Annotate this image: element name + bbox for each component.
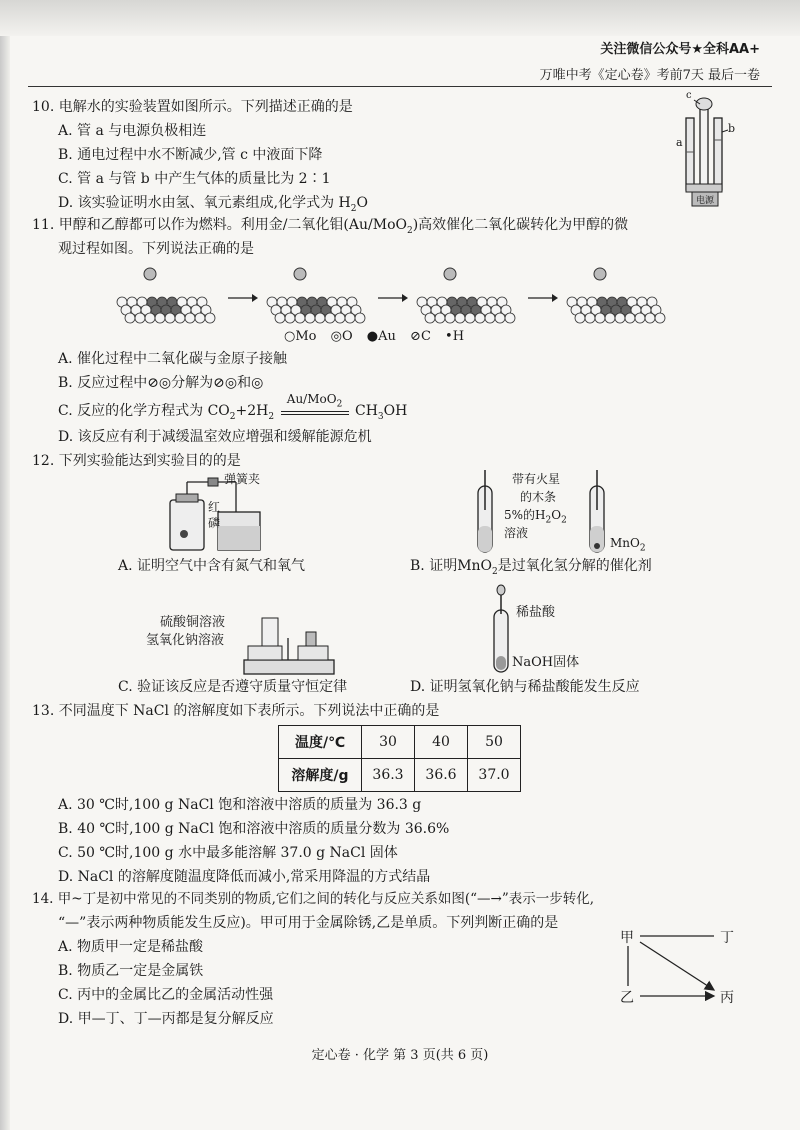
q12-a-label-phosphorus: 磷 bbox=[208, 516, 221, 530]
q11-catalyst-label: Au/MoO$_2$ bbox=[286, 392, 343, 410]
q10-electrolysis-figure bbox=[672, 92, 742, 210]
molecule-icon bbox=[444, 268, 456, 280]
q10-power-label: 电源 bbox=[696, 196, 715, 206]
table-cell: 30 bbox=[362, 726, 415, 759]
catalyst-surface-4 bbox=[567, 268, 665, 323]
table-cell: 37.0 bbox=[468, 759, 521, 792]
legend-o-icon: ◎ bbox=[330, 329, 342, 344]
q11-equals-sign bbox=[281, 411, 349, 415]
q12-a-figure bbox=[160, 474, 280, 554]
arrow-head-icon bbox=[552, 294, 558, 302]
table-cell: 40 bbox=[415, 726, 468, 759]
q11-catalysis-figure bbox=[110, 258, 670, 330]
legend-h-icon: • bbox=[445, 329, 453, 344]
q13-option-c: C. 50 ℃时,100 g 水中最多能溶解 37.0 g NaCl 固体 bbox=[58, 845, 398, 861]
q14-node-jia: 甲 bbox=[620, 930, 634, 946]
q13-option-d: D. NaCl 的溶解度随温度降低而减小,常采用降温的方式结晶 bbox=[58, 869, 431, 885]
header-rule bbox=[28, 86, 772, 87]
table-cell: 36.6 bbox=[415, 759, 468, 792]
q11-option-a: A. 催化过程中二氧化碳与金原子接触 bbox=[58, 351, 288, 367]
scan-edge-left bbox=[0, 0, 10, 1130]
q10-stem: 10. 电解水的实验装置如图所示。下列描述正确的是 bbox=[32, 99, 353, 115]
q10-option-c: C. 管 a 与管 b 中产生气体的质量比为 2∶1 bbox=[58, 171, 331, 187]
q13-option-b: B. 40 ℃时,100 g NaCl 饱和溶液中溶质的质量分数为 36.6% bbox=[58, 821, 450, 837]
q11-line2: 观过程如图。下列说法正确的是 bbox=[58, 241, 254, 257]
q11-option-d: D. 该反应有利于减缓温室效应增强和缓解能源危机 bbox=[58, 429, 372, 445]
q10-label-c: c bbox=[686, 90, 692, 101]
catalyst-surface-2 bbox=[267, 268, 365, 323]
q12-c-label-cuso4: 硫酸铜溶液 bbox=[160, 615, 226, 630]
q10-option-b: B. 通电过程中水不断减少,管 c 中液面下降 bbox=[58, 147, 323, 163]
header-subtitle: 万唯中考《定心卷》考前7天 最后一卷 bbox=[539, 68, 760, 83]
molecule-icon bbox=[144, 268, 156, 280]
q13-option-a: A. 30 ℃时,100 g NaCl 饱和溶液中溶质的质量为 36.3 g bbox=[58, 797, 422, 813]
co2-molecule-icon: ⊘◎ bbox=[147, 375, 172, 391]
q10-option-d: D. 该实验证明水由氢、氧元素组成,化学式为 $H_2O$ bbox=[58, 195, 368, 214]
legend-c-icon: ⊘ bbox=[410, 329, 421, 344]
q12-d-label-acid: 稀盐酸 bbox=[516, 605, 556, 620]
q11-line1: 11. 甲醇和乙醇都可以作为燃料。利用金/二氧化钼(Au/MoO$_2$)高效催化二氧化碳转化为甲醇的微 bbox=[32, 217, 629, 236]
q10-label-b: b bbox=[728, 122, 736, 135]
q14-node-yi: 乙 bbox=[620, 990, 634, 1006]
table-header-temperature: 温度/℃ bbox=[279, 726, 362, 759]
q12-a-label-red: 红 bbox=[208, 500, 221, 514]
q13-solubility-table bbox=[278, 725, 521, 792]
q10-option-a: A. 管 a 与电源负极相连 bbox=[58, 123, 207, 139]
q14-option-b: B. 物质乙一定是金属铁 bbox=[58, 963, 204, 979]
q11-option-b: B. 反应过程中⊘◎分解为⊘◎和◎ bbox=[58, 375, 264, 391]
q12-d-caption: D. 证明氢氧化钠与稀盐酸能发生反应 bbox=[410, 679, 640, 695]
q14-option-a: A. 物质甲一定是稀盐酸 bbox=[58, 939, 204, 955]
q12-c-label-naoh: 氢氧化钠溶液 bbox=[146, 633, 225, 648]
q12-b-label-solution: 溶液 bbox=[504, 526, 529, 540]
q12-d-label-naoh: NaOH固体 bbox=[512, 655, 580, 670]
q12-stem: 12. 下列实验能达到实验目的的是 bbox=[32, 453, 241, 469]
co-molecule-icon: ⊘◎ bbox=[213, 375, 238, 391]
q13-stem: 13. 不同温度下 NaCl 的溶解度如下表所示。下列说法中正确的是 bbox=[32, 703, 440, 719]
arrow-head-icon bbox=[252, 294, 258, 302]
q12-c-balance-figure bbox=[240, 608, 340, 678]
catalyst-surface-3 bbox=[417, 268, 515, 323]
table-header-solubility: 溶解度/g bbox=[279, 759, 362, 792]
table-cell: 50 bbox=[468, 726, 521, 759]
legend-au-icon: ● bbox=[366, 329, 379, 344]
q14-line1: 14. 甲~丁是初中常见的不同类别的物质,它们之间的转化与反应关系如图(“—→”表示一步转化, bbox=[32, 891, 595, 907]
q12-c-caption: C. 验证该反应是否遵守质量守恒定律 bbox=[118, 679, 348, 695]
q14-option-c: C. 丙中的金属比乙的金属活动性强 bbox=[58, 987, 274, 1003]
q12-b-label-splint2: 的木条 bbox=[520, 490, 557, 504]
q12-b-caption: B. 证明MnO$_2$是过氧化氢分解的催化剂 bbox=[410, 558, 652, 577]
q14-node-ding: 丁 bbox=[720, 930, 734, 946]
q12-b-label-mno2: MnO$_2$ bbox=[610, 536, 646, 554]
q12-a-clip-label: 弹簧夹 bbox=[224, 472, 261, 486]
q10-label-a: a bbox=[676, 136, 683, 149]
arrow-head-icon bbox=[402, 294, 408, 302]
header-wechat: 关注微信公众号★全科AA+ bbox=[600, 42, 760, 57]
page-footer: 定心卷 · 化学 第 3 页(共 6 页) bbox=[311, 1048, 489, 1063]
table-row bbox=[279, 726, 521, 759]
molecule-icon bbox=[294, 268, 306, 280]
q11-option-c: C. 反应的化学方程式为 $CO_2+2H_2$ Au/MoO$_2$ $CH_3OH$ bbox=[58, 392, 408, 422]
catalyst-surface-1 bbox=[117, 268, 215, 323]
o-atom-icon: ◎ bbox=[251, 375, 264, 391]
q14-line2: “—”表示两种物质能发生反应)。甲可用于金属除锈,乙是单质。下列判断正确的是 bbox=[58, 915, 559, 931]
q11-legend: ○Mo ◎O ●Au ⊘C •H bbox=[284, 329, 465, 344]
scan-edge-top bbox=[0, 0, 800, 36]
q12-b-label-h2o2: 5%的$H_2O_2$ bbox=[504, 508, 567, 526]
q14-option-d: D. 甲—丁、丁—丙都是复分解反应 bbox=[58, 1011, 274, 1027]
table-cell: 36.3 bbox=[362, 759, 415, 792]
q12-b-label-splint1: 带有火星 bbox=[512, 472, 561, 486]
q12-a-caption: A. 证明空气中含有氮气和氧气 bbox=[118, 558, 306, 574]
legend-mo-icon: ○ bbox=[284, 329, 296, 344]
table-row bbox=[279, 759, 521, 792]
molecule-icon bbox=[594, 268, 606, 280]
q14-node-bing: 丙 bbox=[720, 990, 734, 1006]
q14-relation-diagram bbox=[618, 926, 742, 1008]
q12-b-figure bbox=[470, 470, 650, 556]
